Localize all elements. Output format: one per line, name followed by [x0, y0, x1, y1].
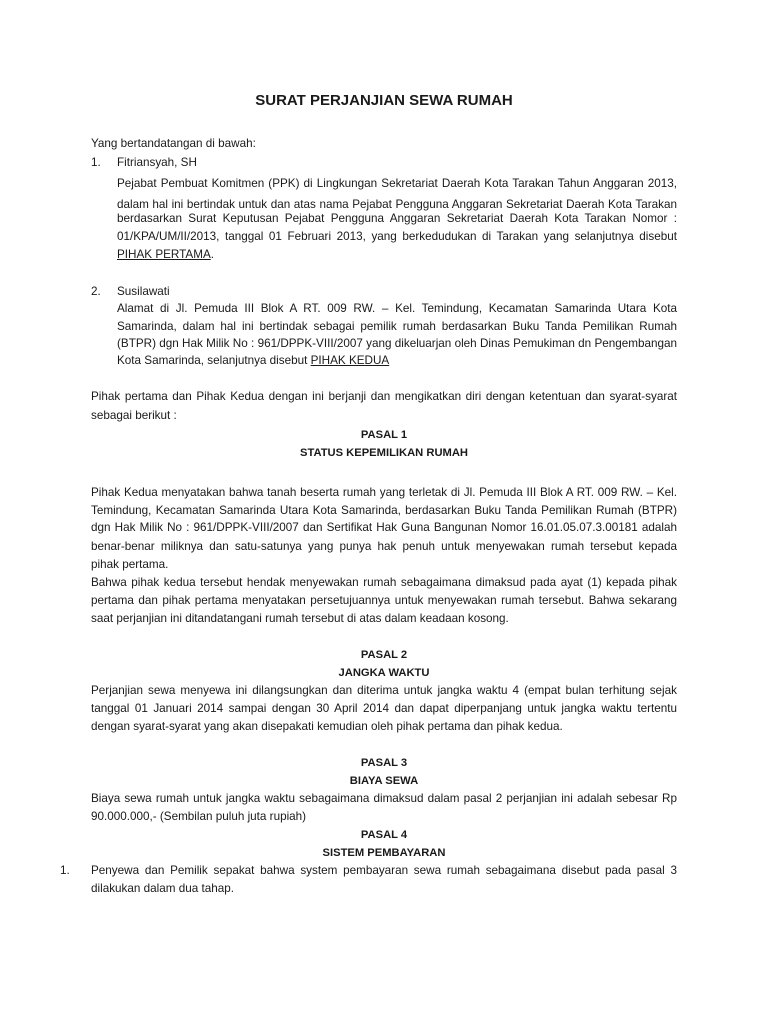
party2-number: 2. [91, 285, 101, 298]
party2-designation: PIHAK KEDUA [310, 354, 390, 367]
pasal3-heading: PASAL 3 [360, 757, 408, 769]
document-page: SURAT PERJANJIAN SEWA RUMAH Yang bertandatangan di bawah: 1. Fitriansyah, SH Pejabat Pembuat Komitmen (PPK) di Lingkungan Sekretariat Daerah Kota Tarakan Tahun Anggaran 2013, dalam hal ini bertindak untuk dan atas nama Pejabat Pengguna Anggaran Sekretariat Daerah Kota Tarakan berdasarkan Surat Keputusan Pejabat Pengguna Anggaran Sekretariat Daerah Kota Tarakan Nomor : 01/KPA/UM/II/2013, tanggal 01 Februari 2013, yang berkedudukan di Tarakan yang selanjutnya disebut PIHAK PERTAMA. 2. Susilawati Alamat di Jl. Pemuda III Blok A RT. 009 RW. – Kel. Temindung, Kecamatan Samarinda Utara Kota Samarinda, dalam hal ini bertindak sebagai pemilik rumah berdasarkan Buku Tanda Pemilikan Rumah (BTPR) dgn Hak Milik No : 961/DPPK-VIII/2007 yang dikeluarjan oleh Dinas Pemukiman dn Pengembangan Kota Samarinda, selanjutnya disebut PIHAK KEDUA Pihak pertama dan Pihak Kedua dengan ini berjanji dan mengikatkan diri dengan ketentuan dan syarat-syarat sebagai berikut : PASAL 1 STATUS KEPEMILIKAN RUMAH Pihak Kedua menyatakan bahwa tanah beserta rumah yang terletak di Jl. Pemuda III Blok A RT. 009 RW. – Kel. Temindung, Kecamatan Samarinda Utara Kota Samarinda, berdasarkan Buku Tanda Pemilikan Rumah (BTPR) dgn Hak Milik No : 961/DPPK-VIII/2007 dan Sertifikat Hak Guna Bangunan Nomor 16.01.05.07.3.00181 adalah benar-benar miliknya dan satu-satunya yang punya hak penuh untuk menyewakan rumah tersebut kepada pihak pertama. Bahwa pihak kedua tersebut hendak menyewakan rumah sebagaimana dimaksud pada ayat (1) kepada pihak pertama dan pihak pertama menyatakan persetujuannya untuk menyewakan rumah tersebut. Bahwa sekarang saat perjanjian ini ditandatangani rumah tersebut di atas dalam keadaan kosong. PASAL 2 JANGKA WAKTU Perjanjian sewa menyewa ini dilangsungkan dan diterima untuk jangka waktu 4 (empat bulan terhitung sejak tanggal 01 Januari 2014 sampai dengan 30 April 2014 dan dapat diperpanjang untuk jangka waktu tertentu dengan syarat-syarat yang akan disepakati kemudian oleh pihak pertama dan pihak kedua. PASAL 3 BIAYA SEWA Biaya sewa rumah untuk jangka waktu sebagaimana dimaksud dalam pasal 2 perjanjian ini adalah sebesar Rp 90.000.000,- (Sembilan puluh juta rupiah) PASAL 4 SISTEM PEMBAYARAN 1. Penyewa dan Pemilik sepakat bahwa system pembayaran sewa rumah sebagaimana disebut pada pasal 3 dilakukan dalam dua tahap. [0, 0, 768, 1024]
pasal1-heading: PASAL 1 [360, 429, 408, 441]
pasal3-subheading: BIAYA SEWA [349, 775, 419, 787]
pasal4-heading: PASAL 4 [360, 829, 408, 841]
document-title: SURAT PERJANJIAN SEWA RUMAH [255, 92, 513, 109]
pasal2-subheading: JANGKA WAKTU [338, 667, 430, 679]
party2-name: Susilawati [117, 285, 170, 298]
party1-designation: PIHAK PERTAMA [117, 248, 211, 261]
party1-number: 1. [91, 156, 101, 169]
pasal1-subheading: STATUS KEPEMILIKAN RUMAH [299, 447, 468, 459]
pasal4-item-number: 1. [60, 864, 70, 877]
party1-name: Fitriansyah, SH [117, 156, 197, 169]
pasal4-subheading: SISTEM PEMBAYARAN [322, 847, 446, 859]
pasal2-heading: PASAL 2 [360, 649, 408, 661]
